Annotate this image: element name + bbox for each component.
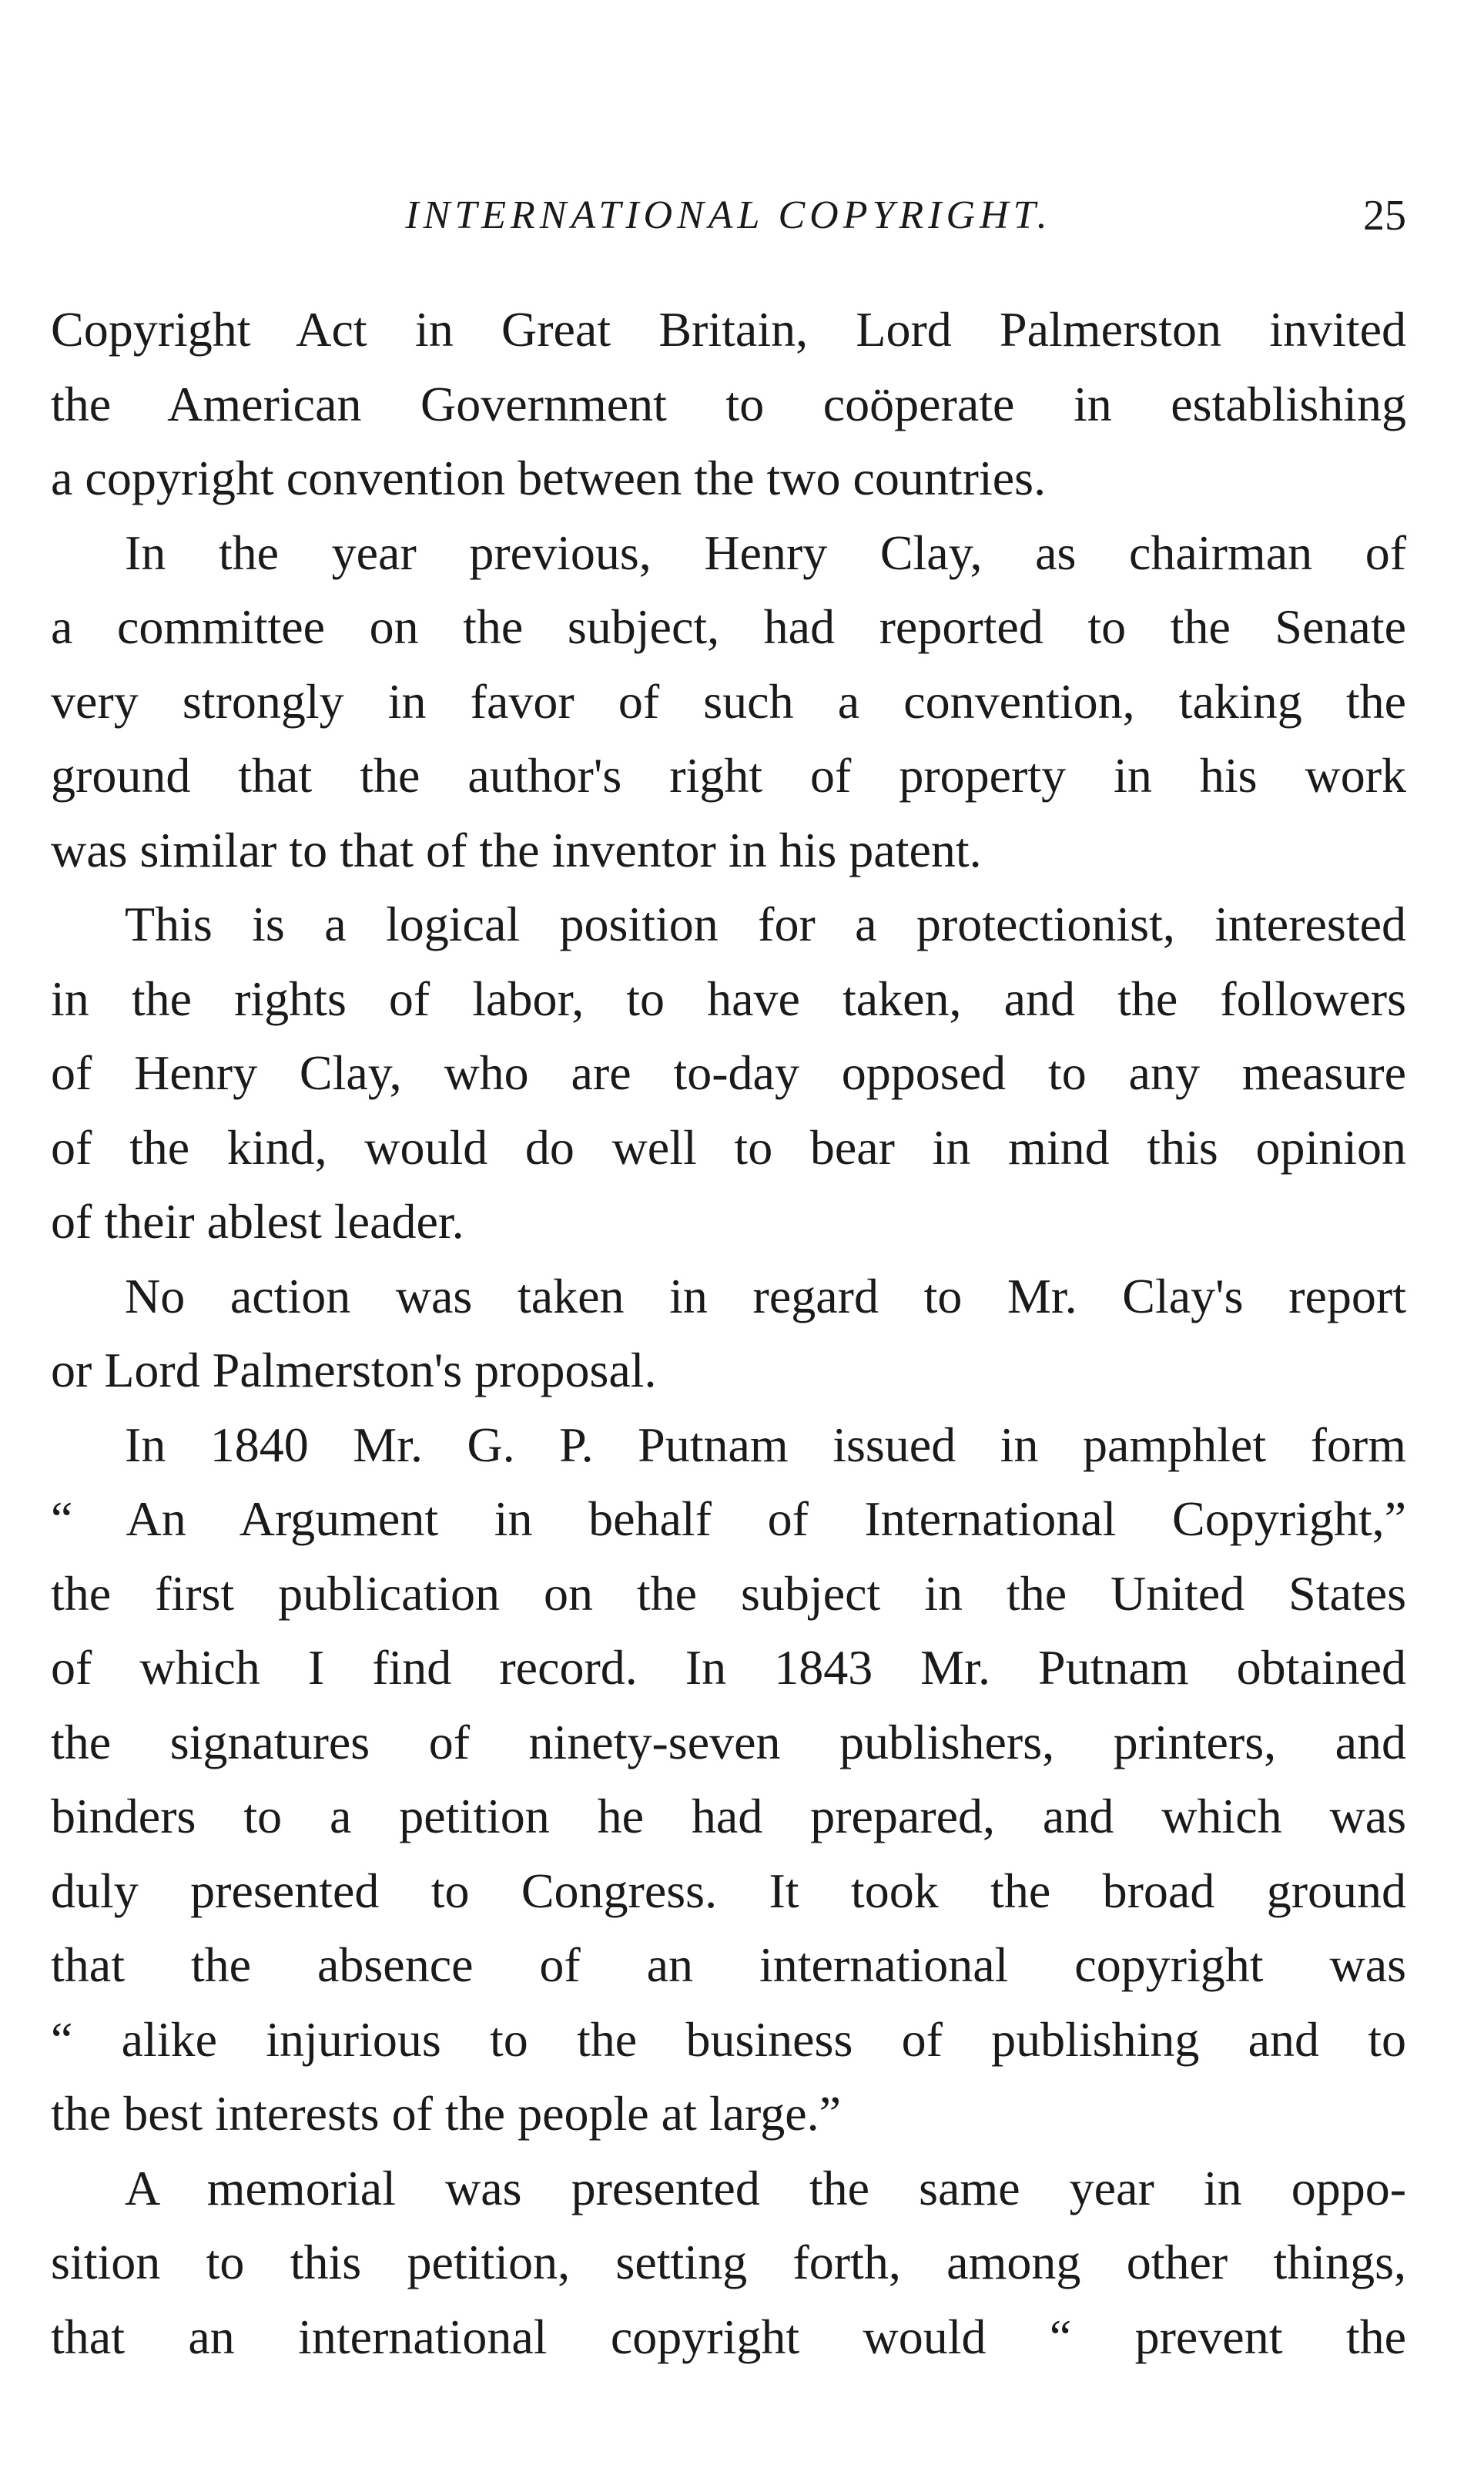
text-line: that the absence of an international copyright was bbox=[51, 1937, 1406, 1992]
text-line: ground that the author's right of property in his work bbox=[51, 748, 1406, 803]
text-line: that an international copyright would “ prevent the bbox=[51, 2309, 1406, 2364]
text-line: in the rights of labor, to have taken, and the followers bbox=[51, 971, 1406, 1026]
text-line: Copyright Act in Great Britain, Lord Palmerston invited bbox=[51, 302, 1406, 357]
text-line: of Henry Clay, who are to-day opposed to any measure bbox=[51, 1045, 1406, 1100]
paragraph-3 bbox=[51, 887, 1406, 1259]
text-line: binders to a petition he had prepared, and which was bbox=[51, 1789, 1406, 1843]
text-line: A memorial was presented the same year in oppo- bbox=[125, 2160, 1406, 2215]
text-line: duly presented to Congress. It took the broad ground bbox=[51, 1863, 1406, 1918]
text-line: a copyright convention between the two countries. bbox=[51, 451, 1047, 505]
text-line: or Lord Palmerston's proposal. bbox=[51, 1343, 657, 1397]
text-line: “ alike injurious to the business of publishing and to bbox=[51, 2011, 1406, 2067]
text-line: of their ablest leader. bbox=[51, 1194, 464, 1249]
text-line: of which I find record. In 1843 Mr. Putnam obtained bbox=[51, 1640, 1406, 1695]
text-line: “ An Argument in behalf of International Copyright,” bbox=[51, 1491, 1406, 1546]
text-line: was similar to that of the inventor in his patent. bbox=[51, 822, 982, 877]
paragraph-5 bbox=[51, 1408, 1406, 2152]
text-line: the first publication on the subject in the United States bbox=[51, 1565, 1406, 1621]
text-line: of the kind, would do well to bear in mind this opinion bbox=[51, 1119, 1406, 1175]
text-line: very strongly in favor of such a convention, taking the bbox=[51, 673, 1406, 729]
running-head bbox=[51, 185, 1406, 247]
paragraph-6 bbox=[51, 2152, 1406, 2375]
text-line: the best interests of the people at large.” bbox=[51, 2086, 841, 2141]
text-line: No action was taken in regard to Mr. Clay's report bbox=[125, 1268, 1406, 1323]
text-line: the American Government to coöperate in establishing bbox=[51, 376, 1406, 431]
page-number: 25 bbox=[1363, 192, 1406, 240]
paragraph-4 bbox=[51, 1259, 1406, 1408]
text-line: In the year previous, Henry Clay, as chairman of bbox=[125, 525, 1406, 580]
text-line: sition to this petition, setting forth, among other things, bbox=[51, 2235, 1406, 2289]
text-line: a committee on the subject, had reported to the Senate bbox=[51, 599, 1406, 654]
paragraph-1 bbox=[51, 293, 1406, 516]
body-text bbox=[51, 293, 1406, 2374]
paragraph-2 bbox=[51, 516, 1406, 888]
text-line: This is a logical position for a protectionist, interested bbox=[125, 897, 1406, 951]
text-line: the signatures of ninety-seven publishers, printers, and bbox=[51, 1714, 1406, 1769]
text-line: In 1840 Mr. G. P. Putnam issued in pamphlet form bbox=[125, 1417, 1406, 1472]
running-title: INTERNATIONAL COPYRIGHT. bbox=[405, 193, 1052, 237]
